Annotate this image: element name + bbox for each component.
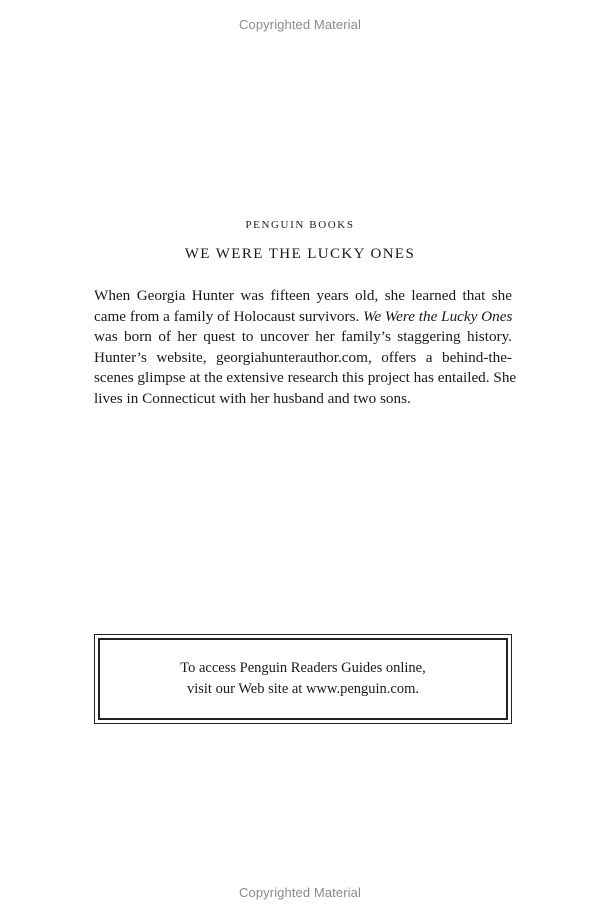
readers-guide-box-inner [98, 638, 508, 720]
publisher-name: PENGUIN BOOKS [245, 219, 355, 231]
readers-guide-box [94, 634, 512, 724]
author-bio [94, 286, 517, 409]
bio-line: scenes glimpse at the extensive research this project has entailed. She [94, 369, 517, 386]
bio-line: When Georgia Hunter was fifteen years old, she learned that she [94, 287, 512, 304]
book-title: WE WERE THE LUCKY ONES [184, 246, 416, 262]
watermark-bottom: Copyrighted Material [239, 885, 361, 900]
watermark-top: Copyrighted Material [239, 17, 361, 32]
readers-guide-line: visit our Web site at www.penguin.com. [186, 681, 419, 697]
bio-line: lives in Connecticut with her husband and two sons. [94, 389, 411, 407]
book-title-italic: We Were the Lucky Ones [363, 307, 513, 325]
bio-line: Hunter’s website, georgiahunterauthor.com, offers a behind-the- [94, 348, 512, 366]
bio-line: came from a family of Holocaust survivors. We Were the Lucky Ones [94, 307, 513, 325]
bio-line: was born of her quest to uncover her family’s staggering history. [94, 328, 512, 345]
readers-guide-line: To access Penguin Readers Guides online, [180, 660, 426, 676]
